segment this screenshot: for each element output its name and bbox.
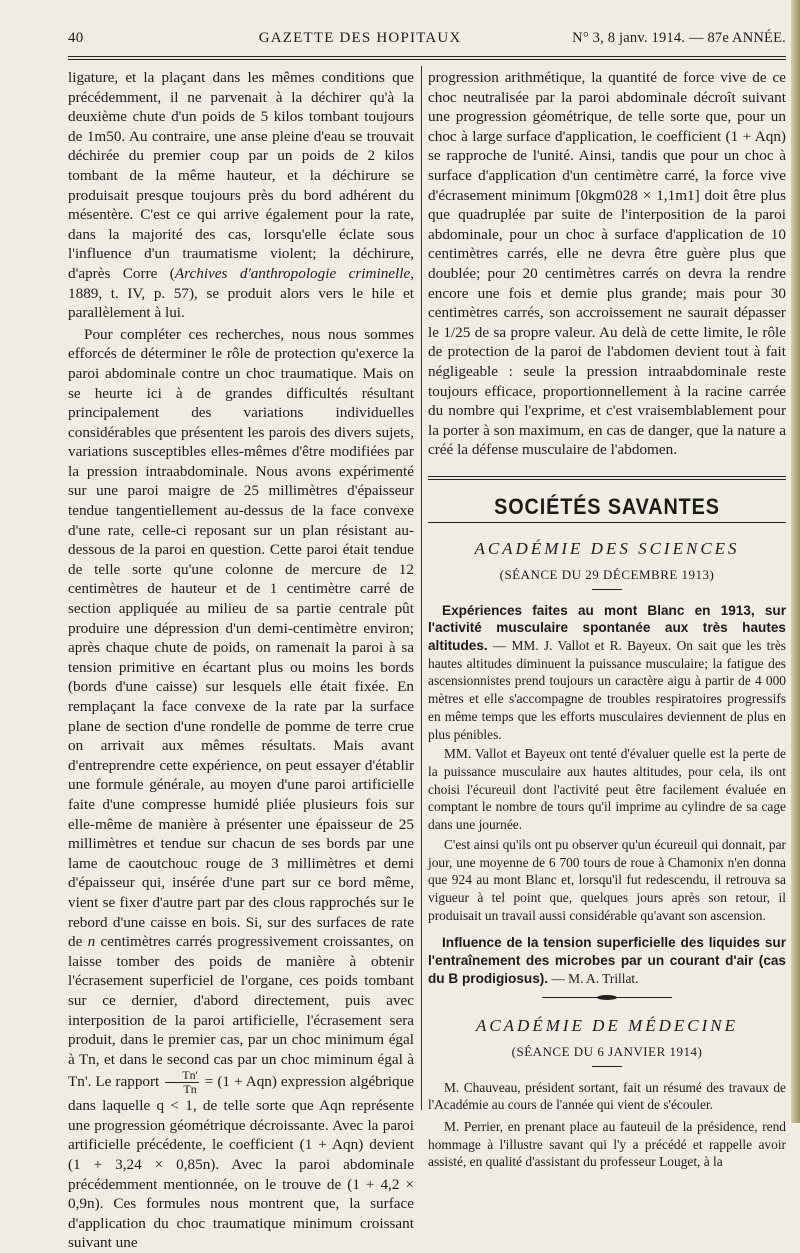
short-rule [592, 589, 622, 590]
paragraph [68, 325, 414, 1253]
section-separator [428, 476, 786, 480]
authors: — MM. J. Vallot et R. Bayeux. [487, 638, 672, 654]
text-span: ligature, et la plaçant dans les mêmes conditions que précédemment, il ne parvenait à la déchirer qu'à la deuxième chute d'un poids de 5 kilos tombant toujours de 1m50. Au contraire, une anse pleine d'eau se trouvait déchirée du premier coup par un poids de 2 kilos tombant de la même hauteur, et la déchirure se produisait presque toujours près du bord adhérent du mésentère. C'est ce qui arrive également pour la rate, dans la majorité des cas, lorsqu'elle éclate sous l'influence d'un traumatisme violent; la déchirure, d'après Corre ( [68, 69, 414, 282]
page-number: 40 [68, 30, 84, 46]
academy-heading: ACADÉMIE DES SCIENCES [474, 539, 740, 559]
communication-title: Expériences faites au mont Blanc en 1913, sur l'activité musculaire spontanée aux très hautes altitudes. [428, 602, 786, 654]
paragraph: M. Chauveau, président sortant, fait un résumé des travaux de l'Académie au cours de l'année qui vient de s'écouler. [428, 1079, 786, 1113]
right-column [428, 68, 786, 1171]
text-span: = (1 + Aqn) expression algébrique dans laquelle q < 1, de telle sorte que Aqn représente une progression géométrique décroissante. Avec la paroi artificielle précédente, le coefficient (1 + Aqn) devient (1 + 3,24 × 0,85n). Avec la paroi abdominale précédemment mentionnée, on le trouve de (1 + 4,2 × 0,9n). Ces formules nous montrent que, la surface d'application du choc traumatique minimum croissant suivant une [68, 1073, 414, 1252]
section-rule [428, 522, 786, 523]
authors: — M. A. Trillat. [548, 970, 639, 986]
communication [428, 602, 786, 744]
communication-title: Influence de la tension superficielle des liquides sur l'entraînement des microbes par un courant d'air (cas du B prodigiosus). [428, 935, 786, 986]
header-rule-second [68, 59, 786, 60]
text-span: On sait que les très hautes altitudes diminuent la puissance musculaire; la fatigue des ascensionnistes prend toujours un caractère aigu à partir de 4 000 mètres et elle s'accompagne de troubles respiratoires progressifs en même temps que les efforts musculaires deviennent de plus en plus pénibles. [428, 638, 786, 742]
short-rule [592, 1066, 622, 1067]
seance-date: (SÉANCE DU 6 JANVIER 1914) [511, 1044, 703, 1060]
citation: Archives d'anthropologie criminelle [174, 264, 411, 282]
left-column [68, 68, 414, 1253]
paragraph: M. Perrier, en prenant place au fauteuil de la présidence, rend hommage à l'illustre savant qui l'y a précédé et rappelle avoir assisté, en qualité d'assistant du professeur Louget, à la [428, 1119, 786, 1170]
fraction-numerator: Tn' [165, 1069, 199, 1083]
paragraph: progression arithmétique, la quantité de force vive de ce choc neutralisée par la paroi abdominale décroît suivant une progression géométrique, de telle sorte que, pour un choc à large surface d'application, le coefficient (1 + Aqn) se rapproche de l'unité. Ainsi, tandis que pour un choc à surface d'application d'un centimètre carré, la force vive d'écrasement minimum [0kgm028 × 1,1m1] doit être plus que quadruplée par suite de l'interposition de la paroi abdominale, pour un choc à surface d'application de 10 centimètres carrés, elle ne devra être guère plus que doublée; pour 20 centimètres carrés on devra la rendre encore une fois et demie plus grande; mais pour 30 centimètres carrés, son accroissement ne saurait dépasser le 1/25 de sa propre valeur. Au delà de cette limite, le rôle de protection de la paroi de l'abdomen devient tout à fait négligeable : seule la pression intraabdominale reste toujours efficace, proportionnellement à la racine carrée du nombre qui l'exprime, et c'est vraisemblablement pour la porter à son maximum, en cas de danger, que la nature a créé la défense musculaire de l'abdomen. [428, 69, 786, 459]
paragraph [68, 68, 414, 323]
scan-edge [791, 0, 800, 1123]
text-span: centimètres carrés progressivement croissantes, on laisse tomber des poids de manière à obtenir l'écrasement superficiel de l'organe, ces poids tombant sur ce dernier, d'abord directement, puis avec interposition de la paroi artificielle, l'écrasement sera produit, dans le premier cas, par un choc minimum égal à Tn, et dans le second cas par un choc miminum égal à Tn'. Le rapport [68, 933, 414, 1091]
paragraph: C'est ainsi qu'ils ont pu observer qu'un écureuil qui donnait, par jour, une moyenne de 6 700 tours de roue à Chamonix n'en donna que 924 au mont Blanc et, lorsqu'il fut redescendu, il retrouva sa vigueur à tel point que, quelques jours après son retour, il produisait un travail aussi considérable qu'avant son ascension. [428, 836, 786, 923]
communication [428, 934, 786, 987]
journal-title: GAZETTE DES HOPITAUX [258, 30, 462, 46]
header-rule [68, 56, 786, 57]
ratio-fraction [165, 1069, 199, 1096]
seance-date: (SÉANCE DU 29 DÉCEMBRE 1913) [499, 567, 715, 583]
text-span: Pour compléter ces recherches, nous nous sommes efforcés de déterminer le rôle de protection qu'exerce la paroi abdominale contre un choc traumatique. Mais on se heurte ici à de grandes difficultés résultant principalement des variations individuelles considérables que présentent les parois des divers sujets, variations susceptibles elles-mêmes d'être modifiées par la pression intraabdominale. Nous avons expérimenté sur une paroi maigre de 25 millimètres d'épaisseur tendue tangentiellement au-dessus de la face convexe d'une rate, celle-ci reposant sur un plan résistant au-dessous de la paroi en question. Cette paroi était tendue de telle sorte qu'une colonne de mercure de 12 centimètres de hauteur et de 1 centimètre carré de section appliquée au milieu de sa partie centrale pût produire une dépression d'un demi-centimètre environ; après chaque chute de poids, on ramenait la paroi à sa tension primitive en écartant plus ou moins les bords (bords d'une caisse) sur lesquels elle était fixée. En remplaçant la face convexe de la rate par la surface plane de section d'une rondelle de pomme de terre crue on arrivait aux mêmes résultats. Mais avant d'entreprendre cette expérience, on peut essayer d'établir une formule générale, au moyen d'une paroi artificielle faite d'une compresse humidé pliée plusieurs fois sur elle-même de manière à présenter une épaisseur de 25 millimètres et tendue sur chacun de ses bords par une lame de caoutchouc rouge de 3 millimètres et demi d'épaisseur qui, insérée d'une part sur ce bord même, vient se fixer d'autre part par des clous rapprochés sur le rebord d'une caisse en bois. Si, sur des surfaces de rate de [68, 325, 414, 951]
variable-n: n [87, 933, 96, 951]
issue-info: N° 3, 8 janv. 1914. — 87e ANNÉE. [572, 30, 786, 46]
ornamental-rule [542, 997, 672, 998]
column-divider [421, 66, 422, 1110]
page-header [68, 30, 786, 54]
text-span: , 1889, t. IV, p. 57), se produit alors vers le hile et parallèlement à lui. [68, 264, 415, 322]
section-title: SOCIÉTÉS SAVANTES [494, 493, 720, 519]
academy-heading: ACADÉMIE DE MÉDECINE [475, 1016, 739, 1036]
fraction-denominator: Tn [183, 1082, 197, 1097]
paragraph: MM. Vallot et Bayeux ont tenté d'évaluer quelle est la perte de la puissance musculaire aux hautes altitudes, pour cela, ils ont choisi l'écureuil dont l'activité peut être facilement évaluée en comptant le nombre de tours qu'il imprime au cylindre de sa cage dans une journée. [428, 746, 786, 833]
